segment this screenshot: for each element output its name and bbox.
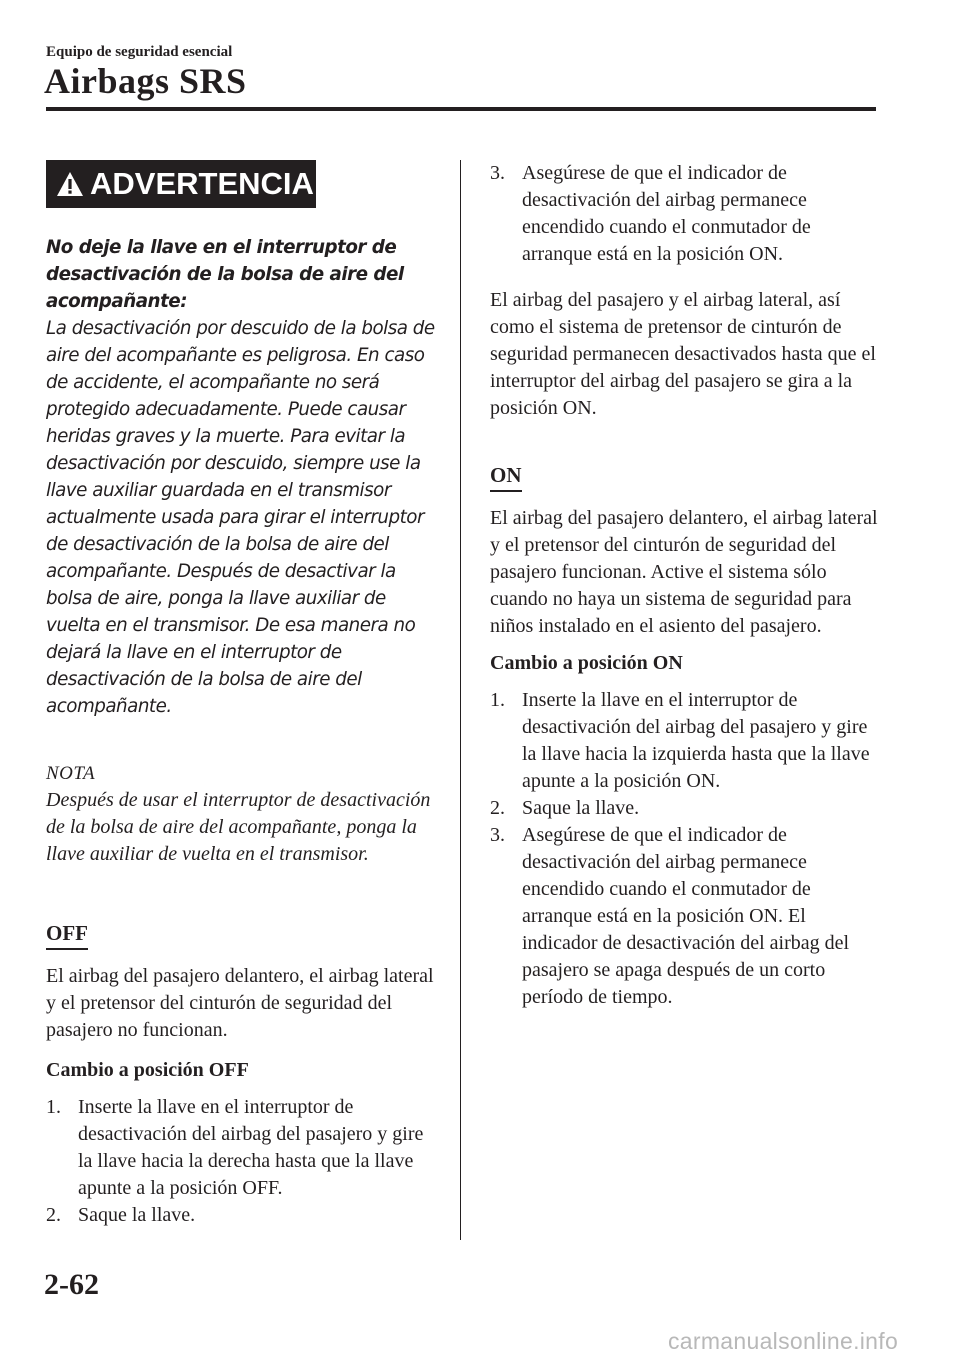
step-number: 3. xyxy=(490,162,505,184)
on-description: El airbag del pasajero delantero, el airbag lateral y el pretensor del cinturón de seguridad del pasajero funcionan. Active el sistema sólo cuando no haya un sistema de seguridad para niños instalado en el asiento del pasajero. xyxy=(490,507,878,637)
on-steps xyxy=(490,687,880,1011)
page-number: 2-62 xyxy=(44,1268,99,1301)
off-heading: OFF xyxy=(46,920,88,950)
header-rule xyxy=(46,107,876,111)
step-number: 3. xyxy=(490,824,505,846)
column-divider xyxy=(460,160,461,1240)
step-text: Asegúrese de que el indicador de desactivación del airbag permanece encendido cuando el conmutador de arranque está en la posición ON. El indicador de desactivación del airbag del pasajero se apaga después de un corto período de tiempo. xyxy=(522,824,850,1008)
off-steps-continued xyxy=(490,160,880,268)
off-steps xyxy=(46,1094,436,1229)
warning-text xyxy=(46,234,436,720)
on-subheading: Cambio a posición ON xyxy=(490,652,683,674)
step-text: Inserte la llave en el interruptor de desactivación del airbag del pasajero y gire la llave hacia la izquierda hasta que la llave apunte a la posición ON. xyxy=(522,689,870,792)
left-column xyxy=(46,160,436,1229)
warning-body-text: La desactivación por descuido de la bolsa de aire del acompañante es peligrosa. En caso de accidente, el acompañante no será protegido adecuadamente. Puede causar heridas graves y la muerte. Para evitar la desactivación por descuido, siempre use la llave auxiliar guardada en el transmisor actualmente usada para girar el interruptor de desactivación de la bolsa de aire del acompañante. Después de desactivar la bolsa de aire, ponga la llave auxiliar de vuelta en el transmisor. De esa manera no dejará la llave en el interruptor de desactivación de la bolsa de aire del acompañante. xyxy=(46,318,435,717)
step-number: 1. xyxy=(490,689,505,711)
list-item xyxy=(490,687,880,795)
list-item xyxy=(490,822,880,1011)
warning-triangle-icon xyxy=(56,171,84,197)
section-label: Equipo de seguridad esencial xyxy=(46,44,233,60)
step-number: 2. xyxy=(46,1204,61,1226)
list-item xyxy=(490,160,880,268)
note-text: Después de usar el interruptor de desactivación de la bolsa de aire del acompañante, ponga la llave auxiliar de vuelta en el transmisor. xyxy=(46,789,431,865)
step-text: Inserte la llave en el interruptor de desactivación del airbag del pasajero y gire la llave hacia la derecha hasta que la llave apunte a la posición OFF. xyxy=(78,1096,424,1199)
step-text: Saque la llave. xyxy=(522,797,640,819)
step-text: Asegúrese de que el indicador de desactivación del airbag permanece encendido cuando el conmutador de arranque está en la posición ON. xyxy=(522,162,811,265)
warning-label: ADVERTENCIA xyxy=(90,166,314,201)
watermark: carmanualsonline.info xyxy=(668,1328,899,1354)
right-column xyxy=(490,160,880,1011)
off-description: El airbag del pasajero delantero, el airbag lateral y el pretensor del cinturón de seguridad del pasajero no funcionan. xyxy=(46,965,434,1041)
list-item xyxy=(46,1094,436,1202)
on-heading: ON xyxy=(490,462,522,492)
list-item xyxy=(490,795,880,822)
step-number: 2. xyxy=(490,797,505,819)
step-number: 1. xyxy=(46,1096,61,1118)
step-text: Saque la llave. xyxy=(78,1204,196,1226)
off-subheading: Cambio a posición OFF xyxy=(46,1059,249,1081)
page-title: Airbags SRS xyxy=(44,61,247,101)
note-label: NOTA xyxy=(46,763,96,784)
warning-banner xyxy=(46,160,316,208)
warning-bold-text: No deje la llave en el interruptor de desactivación de la bolsa de aire del acompañante: xyxy=(46,237,404,312)
off-after-text: El airbag del pasajero y el airbag lateral, así como el sistema de pretensor de cinturón de seguridad permanecen desactivados hasta que el interruptor del airbag del pasajero se gira a la posición ON. xyxy=(490,289,876,419)
list-item xyxy=(46,1202,436,1229)
